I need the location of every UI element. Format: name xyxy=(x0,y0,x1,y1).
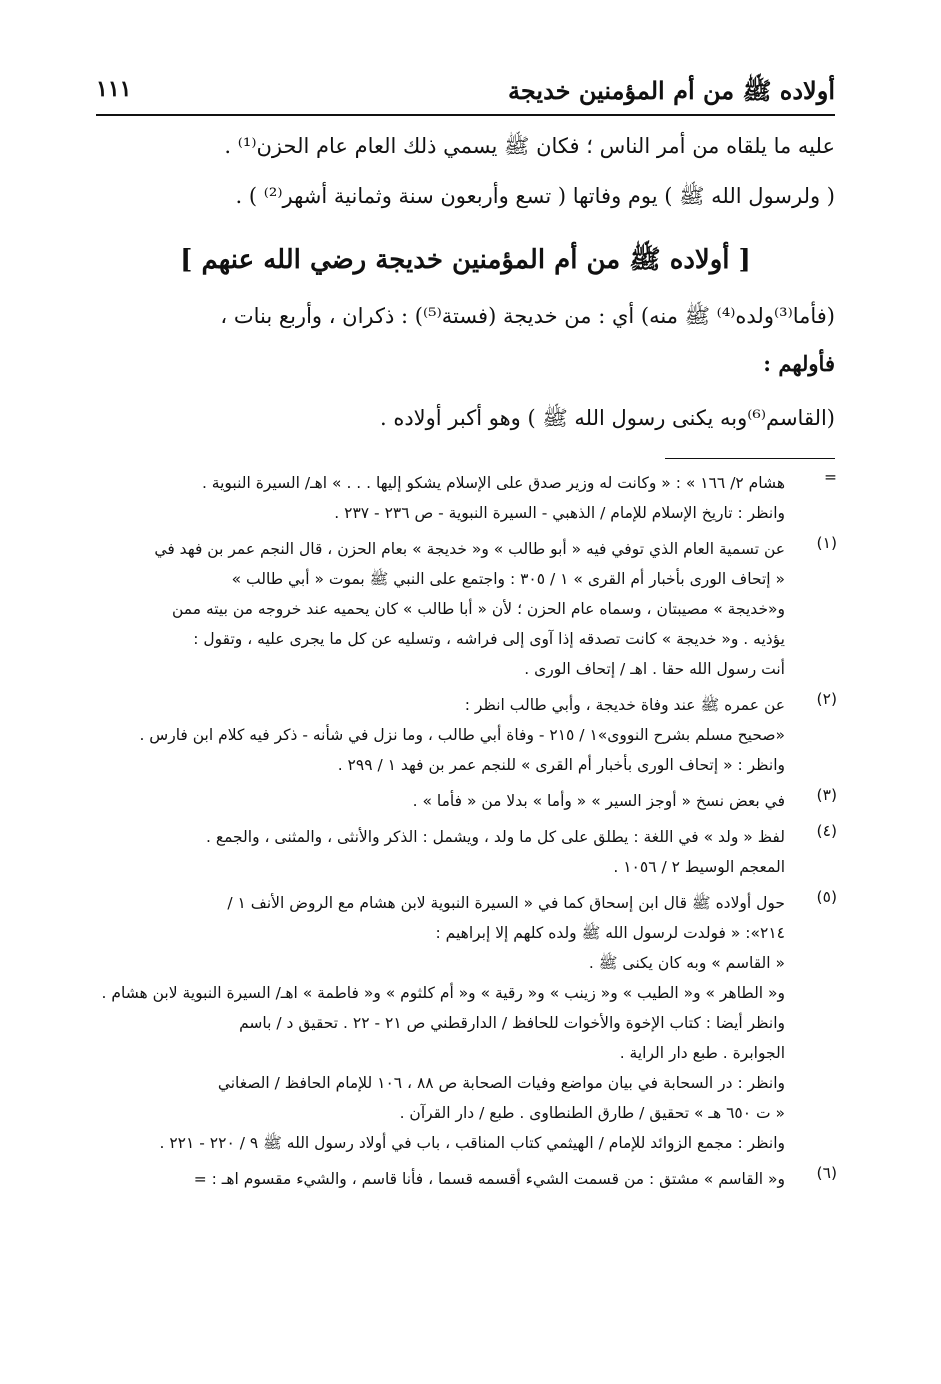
footnote-line: في بعض نسخ « أوجز السير » « وأما » بدلا من « فأما » . xyxy=(412,792,785,810)
footnote-line: و« الطاهر » و« الطيب » و« زينب » و« رقية » و« أم كلثوم » و« فاطمة » اهـ/ السيرة النبوية لابن هشام . xyxy=(101,984,785,1002)
footnote-line: هشام ٢/ ١٦٦ » : « وكانت له وزير صدق على الإسلام يشكو إليها . . . » اهـ/ السيرة النبوية . xyxy=(201,474,785,492)
footnote-6 xyxy=(96,1164,837,1194)
main-line-2: ( ولرسول الله ﷺ ) يوم وفاتها ( تسع وأربعون سنة وثمانية أشهر⁽²⁾ ) . xyxy=(235,184,835,208)
footnote-line: يؤذيه . و« خديجة » كانت تصدقه إذا آوى إلى فراشه ، وتسليه عن كل ما يجرى عليه ، وتقول : xyxy=(193,630,785,648)
main-line-3: (فأما⁽³⁾ولده⁽⁴⁾ ﷺ منه) أي : من خديجة (فستة⁽⁵⁾) : ذكران ، وأربع بنات ، xyxy=(220,304,835,328)
footnote-line: وانظر : « إتحاف الورى بأخبار أم القرى » للنجم عمر بن فهد ١ / ٢٩٩ . xyxy=(337,756,785,774)
footnote-number: (١) xyxy=(816,534,837,552)
footnote-separator xyxy=(665,458,835,459)
footnote-line: « القاسم » وبه كان يكنى ﷺ . xyxy=(588,954,785,972)
footnote-2 xyxy=(96,690,837,780)
footnote-line: أنت رسول الله حقا . اهـ / إتحاف الورى . xyxy=(524,660,785,678)
footnote-line: حول أولاده ﷺ قال ابن إسحاق كما في « السيرة النبوية لابن هشام مع الروض الأنف ١ / xyxy=(227,894,785,912)
footnote-line: لفظ « ولد » في اللغة : يطلق على كل ما ولد ، ويشمل : الذكر والأنثى ، والمثنى ، والجمع . xyxy=(205,828,785,846)
footnote-line: و«خديجة » مصيبتان ، وسماه عام الحزن ؛ لأن « أبا طالب » كان يحميه عند خروجه من بيته ممن xyxy=(171,600,785,618)
footnote-line: «صحيح مسلم بشرح النووى»١ / ٢١٥ - وفاة أبي طالب ، وما نزل في شأنه - ذكر فيه كلام ابن فارس . xyxy=(139,726,785,744)
footnote-line: و« القاسم » مشتق : من قسمت الشيء أقسمه قسما ، فأنا قاسم ، والشيء مقسوم اهـ : = xyxy=(193,1170,785,1188)
footnote-number: (٤) xyxy=(816,822,837,840)
footnote-1 xyxy=(96,534,837,684)
footnote-line: وانظر : در السحابة في بيان مواضع وفيات الصحابة ص ٨٨ ، ١٠٦ للإمام الحافظ / الصغاني xyxy=(217,1074,785,1092)
page-header xyxy=(96,74,835,116)
footnote-line: وانظر : تاريخ الإسلام للإمام / الذهبي - السيرة النبوية - ص ٢٣٦ - ٢٣٧ . xyxy=(334,504,785,522)
main-line-1: عليه ما يلقاه من أمر الناس ؛ فكان ﷺ يسمي ذلك العام عام الحزن⁽¹⁾ . xyxy=(224,134,835,158)
footnote-3 xyxy=(96,786,837,816)
footnote-line: عن تسمية العام الذي توفي فيه « أبو طالب » و« خديجة » بعام الحزن ، قال النجم عمر بن فهد في xyxy=(154,540,785,558)
footnote-line: عن عمره ﷺ عند وفاة خديجة ، وأبي طالب انظر : xyxy=(464,696,785,714)
footnote-4 xyxy=(96,822,837,882)
footnote-number: (٢) xyxy=(816,690,837,708)
footnote-number: (٦) xyxy=(816,1164,837,1182)
footnote-number: (٣) xyxy=(816,786,837,804)
main-text xyxy=(96,124,835,440)
main-line-5: (القاسم⁽⁶⁾وبه يكنى رسول الله ﷺ ) وهو أكبر أولاده . xyxy=(379,406,835,430)
main-line-4: فأولهم : xyxy=(763,351,835,376)
footnote-number: (٥) xyxy=(816,888,837,906)
footnote-line: الجوابرة . طبع دار الراية . xyxy=(619,1044,785,1062)
footnote-line: وانظر : مجمع الزوائد للإمام / الهيثمي كتاب المناقب ، باب في أولاد رسول الله ﷺ ٩ / ٢٢٠ - ٢٢١ . xyxy=(159,1134,785,1152)
section-heading: [ أولاده ﷺ من أم المؤمنين خديجة رضي الله عنهم ] xyxy=(180,245,751,275)
footnote-number: = xyxy=(824,468,837,486)
footnote-line: ٢١٤»: « فولدت لرسول الله ﷺ ولده كلهم إلا إبراهيم : xyxy=(435,924,785,942)
footnotes xyxy=(96,468,837,1200)
footnote-line: « إتحاف الورى بأخبار أم القرى » ١ / ٣٠٥ : واجتمع على النبي ﷺ بموت « أبي طالب » xyxy=(231,570,785,588)
footnote-5 xyxy=(96,888,837,1158)
footnote-continued xyxy=(96,468,837,528)
footnote-line: المعجم الوسيط ٢ / ١٠٥٦ . xyxy=(613,858,785,876)
page-number: ١١١ xyxy=(96,76,132,102)
footnote-line: « ت ٦٥٠ هـ » تحقيق / طارق الطنطاوى . طبع / دار القرآن . xyxy=(399,1104,785,1122)
running-title: أولاده ﷺ من أم المؤمنين خديجة xyxy=(508,76,835,105)
footnote-line: وانظر أيضا : كتاب الإخوة والأخوات للحافظ / الدارقطني ص ٢١ - ٢٢ . تحقيق د / باسم xyxy=(239,1014,785,1032)
